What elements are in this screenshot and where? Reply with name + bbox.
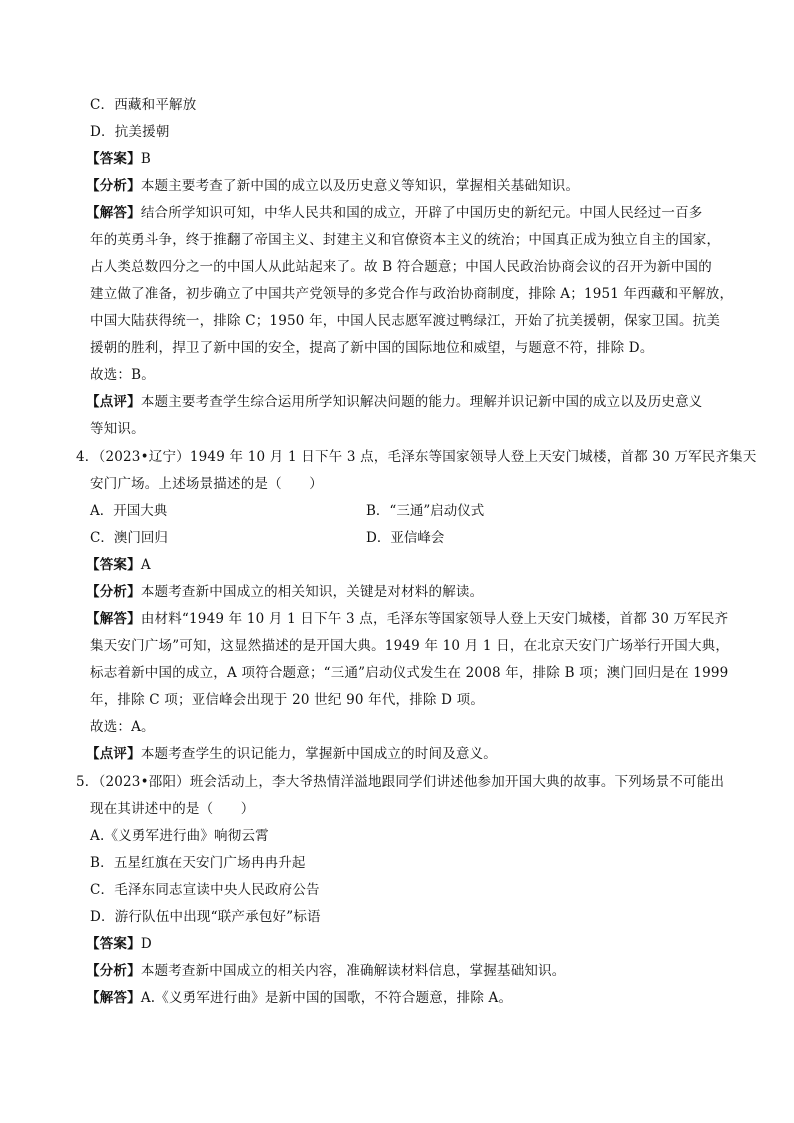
q4-stem-line: 4．（2023•辽宁）1949 年 10 月 1 日下午 3 点，毛泽东等国家领导人登上天安门城楼，首都 30 万军民齐集天	[76, 449, 757, 465]
q4-comment	[86, 745, 497, 763]
q3-solution-line: 援朝的胜利，捍卫了新中国的安全，提高了新中国的国际地位和威望，与题意不符，排除 D。	[90, 340, 654, 356]
q5-solution	[86, 989, 512, 1007]
q5-option-a: A.《义勇军进行曲》响彻云霄	[90, 828, 269, 844]
solution-text: 由材料“1949 年 10 月 1 日下午 3 点，毛泽东等国家领导人登上天安门城楼，首都 30 万军民齐	[140, 611, 729, 627]
q4-option-c: C．澳门回归	[90, 530, 168, 546]
q4-solution-line: 标志着新中国的成立，A 项符合题意；“三通”启动仪式发生在 2008 年，排除 B 项；澳门回归是在 1999	[90, 665, 729, 681]
q5-option-b: B．五星红旗在天安门广场冉冉升起	[90, 855, 306, 871]
answer-tag: 【答案】	[86, 557, 141, 573]
q3-option-d: D．抗美援朝	[90, 124, 170, 140]
q5-stem-line: 现在其讲述中的是（ ）	[90, 801, 255, 817]
q4-stem-line: 安门广场。上述场景描述的是（ ）	[90, 476, 323, 492]
q3-solution-line: 占人类总数四分之一的中国人从此站起来了。故 B 符合题意；中国人民政治协商会议的召开为新中国的	[90, 259, 712, 275]
q4-analysis	[86, 583, 483, 601]
q5-option-c: C．毛泽东同志宣读中央人民政府公告	[90, 882, 320, 898]
analysis-text: 本题考查新中国成立的相关知识，关键是对材料的解读。	[140, 584, 484, 600]
q3-option-c: C．西藏和平解放	[90, 97, 197, 113]
q4-answer	[86, 556, 151, 574]
q5-answer	[86, 935, 152, 953]
answer-tag: 【答案】	[86, 936, 141, 952]
comment-tag: 【点评】	[86, 746, 141, 762]
analysis-tag: 【分析】	[86, 178, 141, 194]
q3-comment-line: 等知识。	[90, 421, 145, 437]
q4-solution-line	[86, 610, 728, 628]
q5-stem-line: 5．（2023•邵阳）班会活动上，李大爷热情洋溢地跟同学们讲述他参加开国大典的故事。下列场景不可能出	[76, 774, 725, 790]
solution-tag: 【解答】	[86, 990, 141, 1006]
q5-option-d: D．游行队伍中出现“联产承包好”标语	[90, 909, 321, 925]
solution-text: 结合所学知识可知，中华人民共和国的成立，开辟了中国历史的新纪元。中国人民经过一百多	[140, 205, 703, 221]
solution-tag: 【解答】	[86, 205, 141, 221]
q5-analysis	[86, 962, 566, 980]
answer-tag: 【答案】	[86, 151, 141, 167]
q4-option-a: A．开国大典	[90, 503, 168, 519]
answer-value: D	[140, 936, 152, 952]
q3-comment-line	[86, 393, 703, 411]
comment-text: 本题考查学生的识记能力，掌握新中国成立的时间及意义。	[140, 746, 498, 762]
analysis-tag: 【分析】	[86, 963, 141, 979]
q3-solution-line: 年的英勇斗争，终于推翻了帝国主义、封建主义和官僚资本主义的统治；中国真正成为独立自主的国家，	[90, 232, 721, 248]
q4-solution-line: 年，排除 C 项；亚信峰会出现于 20 世纪 90 年代，排除 D 项。	[90, 692, 485, 708]
q3-analysis	[86, 177, 579, 195]
answer-value: A	[140, 557, 151, 573]
q3-answer	[86, 150, 151, 168]
q3-solution-line: 建立做了准备，初步确立了中国共产党领导的多党合作与政治协商制度，排除 A；1951 年西藏和平解放，	[90, 286, 734, 302]
q3-solution-line	[86, 204, 703, 222]
q4-choose: 故选：A。	[90, 719, 155, 735]
comment-tag: 【点评】	[86, 394, 141, 410]
q4-option-b: B．“三通”启动仪式	[366, 503, 485, 519]
q4-solution-line: 集天安门广场”可知，这显然描述的是开国大典。1949 年 10 月 1 日，在北京天安门广场举行开国大典，	[90, 638, 730, 654]
q3-solution-line: 中国大陆获得统一，排除 C；1950 年，中国人民志愿军渡过鸭绿江，开始了抗美援朝，保家卫国。抗美	[90, 313, 721, 329]
solution-tag: 【解答】	[86, 611, 141, 627]
solution-text: A.《义勇军进行曲》是新中国的国歌，不符合题意，排除 A。	[140, 990, 513, 1006]
comment-text: 本题主要考查学生综合运用所学知识解决问题的能力。理解并识记新中国的成立以及历史意义	[140, 394, 703, 410]
q4-option-d: D．亚信峰会	[366, 530, 445, 546]
answer-value: B	[140, 151, 151, 167]
analysis-tag: 【分析】	[86, 584, 141, 600]
analysis-text: 本题主要考查了新中国的成立以及历史意义等知识，掌握相关基础知识。	[140, 178, 580, 194]
analysis-text: 本题考查新中国成立的相关内容，准确解读材料信息，掌握基础知识。	[140, 963, 566, 979]
q3-choose: 故选：B。	[90, 367, 155, 383]
